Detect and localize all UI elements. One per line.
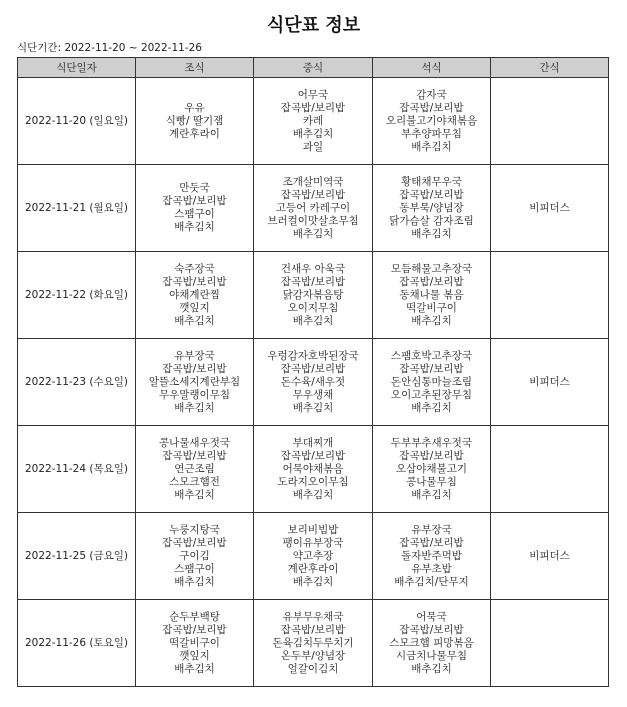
- menu-item: 돌자반주먹밥: [401, 549, 462, 562]
- menu-item: 스팸구이: [174, 562, 215, 575]
- menu-item: 배추김치: [174, 314, 215, 327]
- dinner-cell: [373, 78, 491, 165]
- lunch-cell: [254, 339, 373, 426]
- menu-item: 어묵야채볶음: [282, 462, 344, 475]
- menu-item: 잡곡밥/보리밥: [399, 536, 464, 549]
- menu-item: 배추김치: [174, 575, 215, 588]
- breakfast-cell: [136, 513, 254, 600]
- lunch-cell: [254, 165, 373, 252]
- breakfast-cell: [136, 339, 254, 426]
- menu-item: 떡갈비구이: [406, 301, 457, 314]
- table-row: [18, 252, 609, 339]
- header-breakfast: 조식: [136, 58, 254, 78]
- menu-item: 배추김치: [411, 140, 452, 153]
- menu-item: 도라지오이무침: [277, 475, 349, 488]
- menu-item: 조개살미역국: [282, 175, 344, 188]
- menu-item: 잡곡밥/보리밥: [399, 101, 464, 114]
- snack-cell: [491, 339, 609, 426]
- menu-item: 배추김치: [292, 575, 334, 588]
- menu-item: 배추김치: [174, 488, 215, 501]
- menu-item: 배추김치: [411, 488, 452, 501]
- menu-item: 모듬해물고추장국: [390, 262, 473, 275]
- menu-item: 건새우 아욱국: [280, 262, 346, 275]
- menu-item: 오삼야채불고기: [395, 462, 467, 475]
- date-cell: 2022-11-25 (금요일): [18, 513, 136, 600]
- snack-cell: [491, 513, 609, 600]
- menu-item: 배추김치: [292, 488, 334, 501]
- menu-item: 떡갈비구이: [169, 636, 220, 649]
- menu-item: 배추김치: [292, 227, 334, 240]
- menu-item: 잡곡밥/보리밥: [162, 536, 227, 549]
- date-cell: 2022-11-24 (목요일): [18, 426, 136, 513]
- menu-item: 어무국: [297, 88, 329, 101]
- breakfast-cell: [136, 78, 254, 165]
- menu-item: 약고추장: [292, 549, 334, 562]
- menu-item: 야채계란찜: [169, 288, 220, 301]
- menu-item: 스모크햄전: [169, 475, 220, 488]
- menu-item: 잡곡밥/보리밥: [280, 623, 346, 636]
- menu-item: 배추김치: [411, 314, 452, 327]
- menu-item: 동채나물 볶음: [399, 288, 464, 301]
- header-row: [18, 58, 609, 78]
- menu-item: 잡곡밥/보리밥: [162, 275, 227, 288]
- menu-item: 순두부백탕: [169, 610, 220, 623]
- menu-item: 잡곡밥/보리밥: [280, 362, 346, 375]
- menu-item: 닭감자볶음탕: [282, 288, 344, 301]
- dinner-cell: [373, 600, 491, 687]
- menu-item: 팽이유부장국: [282, 536, 344, 549]
- menu-item: 무우생채: [292, 388, 334, 401]
- menu-item: 잡곡밥/보리밥: [399, 275, 464, 288]
- menu-item: 콩나물새우젓국: [158, 436, 230, 449]
- table-row: [18, 600, 609, 687]
- menu-item: 스모크햄 피망볶음: [389, 636, 474, 649]
- table-row: [18, 78, 609, 165]
- menu-item: 숙주장국: [174, 262, 215, 275]
- date-cell: 2022-11-20 (일요일): [18, 78, 136, 165]
- breakfast-cell: [136, 252, 254, 339]
- breakfast-cell: [136, 426, 254, 513]
- dinner-cell: [373, 252, 491, 339]
- menu-item: 연근조림: [174, 462, 215, 475]
- menu-item: 구이김: [179, 549, 210, 562]
- menu-item: 브러컬이맛살초무침: [267, 214, 359, 227]
- table-row: [18, 339, 609, 426]
- menu-item: 배추김치: [174, 221, 215, 233]
- menu-item: 알뜰소세지계란부침: [148, 375, 241, 388]
- menu-item: 오리불고기야채볶음: [385, 114, 478, 127]
- menu-item: 오이고추된장무침: [390, 388, 473, 401]
- date-cell: 2022-11-22 (화요일): [18, 252, 136, 339]
- breakfast-cell: [136, 165, 254, 252]
- menu-period: 식단기간: 2022-11-20 ~ 2022-11-26: [17, 42, 202, 54]
- breakfast-cell: [136, 600, 254, 687]
- menu-item: 잡곡밥/보리밥: [162, 623, 227, 636]
- menu-table: [17, 57, 609, 687]
- table-row: [18, 426, 609, 513]
- lunch-cell: [254, 513, 373, 600]
- menu-item: 유부무우채국: [282, 610, 344, 623]
- menu-item: 배추김치/단무지: [394, 575, 469, 588]
- menu-item: 얼갈이김치: [287, 662, 339, 675]
- menu-item: 잡곡밥/보리밥: [399, 623, 464, 636]
- lunch-cell: [254, 78, 373, 165]
- menu-item: 배추김치: [174, 401, 215, 414]
- date-cell: 2022-11-26 (토요일): [18, 600, 136, 687]
- menu-item: 유부장국: [174, 349, 215, 362]
- menu-item: 잡곡밥/보리밥: [280, 188, 346, 201]
- menu-item: 잡곡밥/보리밥: [399, 362, 464, 375]
- header-date: 식단일자: [18, 58, 136, 78]
- menu-item: 잡곡밥/보리밥: [280, 101, 346, 114]
- lunch-cell: [254, 252, 373, 339]
- menu-item: 잡곡밥/보리밥: [280, 275, 346, 288]
- table-row: [18, 165, 609, 252]
- menu-body: [18, 78, 609, 687]
- menu-item: 우렁감자호박된장국: [267, 349, 359, 362]
- menu-item: 과일: [302, 140, 324, 153]
- snack-cell: [491, 252, 609, 339]
- menu-item: 닭가슴살 감자조림: [389, 214, 474, 227]
- menu-item: 잡곡밥/보리밥: [162, 195, 227, 207]
- menu-item: 두부부추새우젓국: [390, 436, 473, 449]
- menu-item: 보리비빔밥: [287, 523, 339, 536]
- menu-item: 비피더스: [529, 549, 570, 562]
- dinner-cell: [373, 165, 491, 252]
- table-row: [18, 513, 609, 600]
- menu-item: 비피더스: [529, 201, 570, 214]
- menu-item: 만둣국: [179, 182, 210, 194]
- menu-item: 배추김치: [292, 127, 334, 140]
- menu-item: 스팸호박고추장국: [390, 349, 473, 362]
- snack-cell: [491, 600, 609, 687]
- menu-item: 깻잎지: [179, 301, 210, 314]
- menu-item: 고등어 카레구이: [275, 201, 351, 214]
- menu-item: 배추김치: [292, 401, 334, 414]
- menu-item: 깻잎지: [179, 649, 210, 662]
- menu-item: 잡곡밥/보리밥: [280, 449, 346, 462]
- menu-item: 무우말랭이무침: [158, 388, 230, 401]
- lunch-cell: [254, 600, 373, 687]
- menu-item: 콩나물무침: [406, 475, 457, 488]
- menu-item: 부대찌개: [292, 436, 334, 449]
- header-snack: 간식: [491, 58, 609, 78]
- snack-cell: [491, 165, 609, 252]
- menu-item: 돈수육/새우젓: [280, 375, 346, 388]
- menu-item: 배추김치: [292, 314, 334, 327]
- menu-item: 황태채무우국: [401, 175, 462, 188]
- menu-item: 돈안심통마늘조림: [390, 375, 473, 388]
- menu-item: 감자국: [416, 88, 447, 101]
- dinner-cell: [373, 513, 491, 600]
- menu-item: 계란후라이: [169, 127, 220, 140]
- menu-item: 유부장국: [411, 523, 452, 536]
- dinner-cell: [373, 339, 491, 426]
- menu-item: 배추김치: [411, 227, 452, 240]
- menu-item: 돈육김치두루치기: [272, 636, 354, 649]
- menu-item: 잡곡밥/보리밥: [399, 188, 464, 201]
- menu-item: 배추김치: [174, 662, 215, 675]
- menu-item: 잡곡밥/보리밥: [162, 449, 227, 462]
- menu-item: 배추김치: [411, 662, 452, 675]
- menu-item: 시금치나물무침: [395, 649, 467, 662]
- date-cell: 2022-11-23 (수요일): [18, 339, 136, 426]
- menu-item: 어묵국: [416, 610, 447, 623]
- header-lunch: 중식: [254, 58, 373, 78]
- menu-item: 유부초밥: [411, 562, 452, 575]
- page-title: 식단표 정보: [266, 15, 361, 36]
- menu-item: 비피더스: [529, 375, 570, 388]
- menu-item: 잡곡밥/보리밥: [162, 362, 227, 375]
- menu-item: 동부묵/양념장: [399, 201, 464, 214]
- dinner-cell: [373, 426, 491, 513]
- menu-item: 잡곡밥/보리밥: [399, 449, 464, 462]
- snack-cell: [491, 78, 609, 165]
- menu-item: 온두부/양념장: [280, 649, 346, 662]
- menu-item: 배추김치: [411, 401, 452, 414]
- date-cell: 2022-11-21 (월요일): [18, 165, 136, 252]
- menu-item: 우유: [184, 101, 205, 114]
- menu-item: 카레: [302, 114, 324, 127]
- menu-item: 스팸구이: [174, 208, 215, 220]
- menu-item: 부추양파무침: [401, 127, 462, 140]
- snack-cell: [491, 426, 609, 513]
- header-dinner: 석식: [373, 58, 491, 78]
- menu-item: 계란후라이: [287, 562, 339, 575]
- menu-item: 오이지무침: [287, 301, 339, 314]
- lunch-cell: [254, 426, 373, 513]
- menu-item: 누룽지탕국: [169, 523, 220, 536]
- menu-item: 식빵/ 딸기잼: [165, 114, 224, 127]
